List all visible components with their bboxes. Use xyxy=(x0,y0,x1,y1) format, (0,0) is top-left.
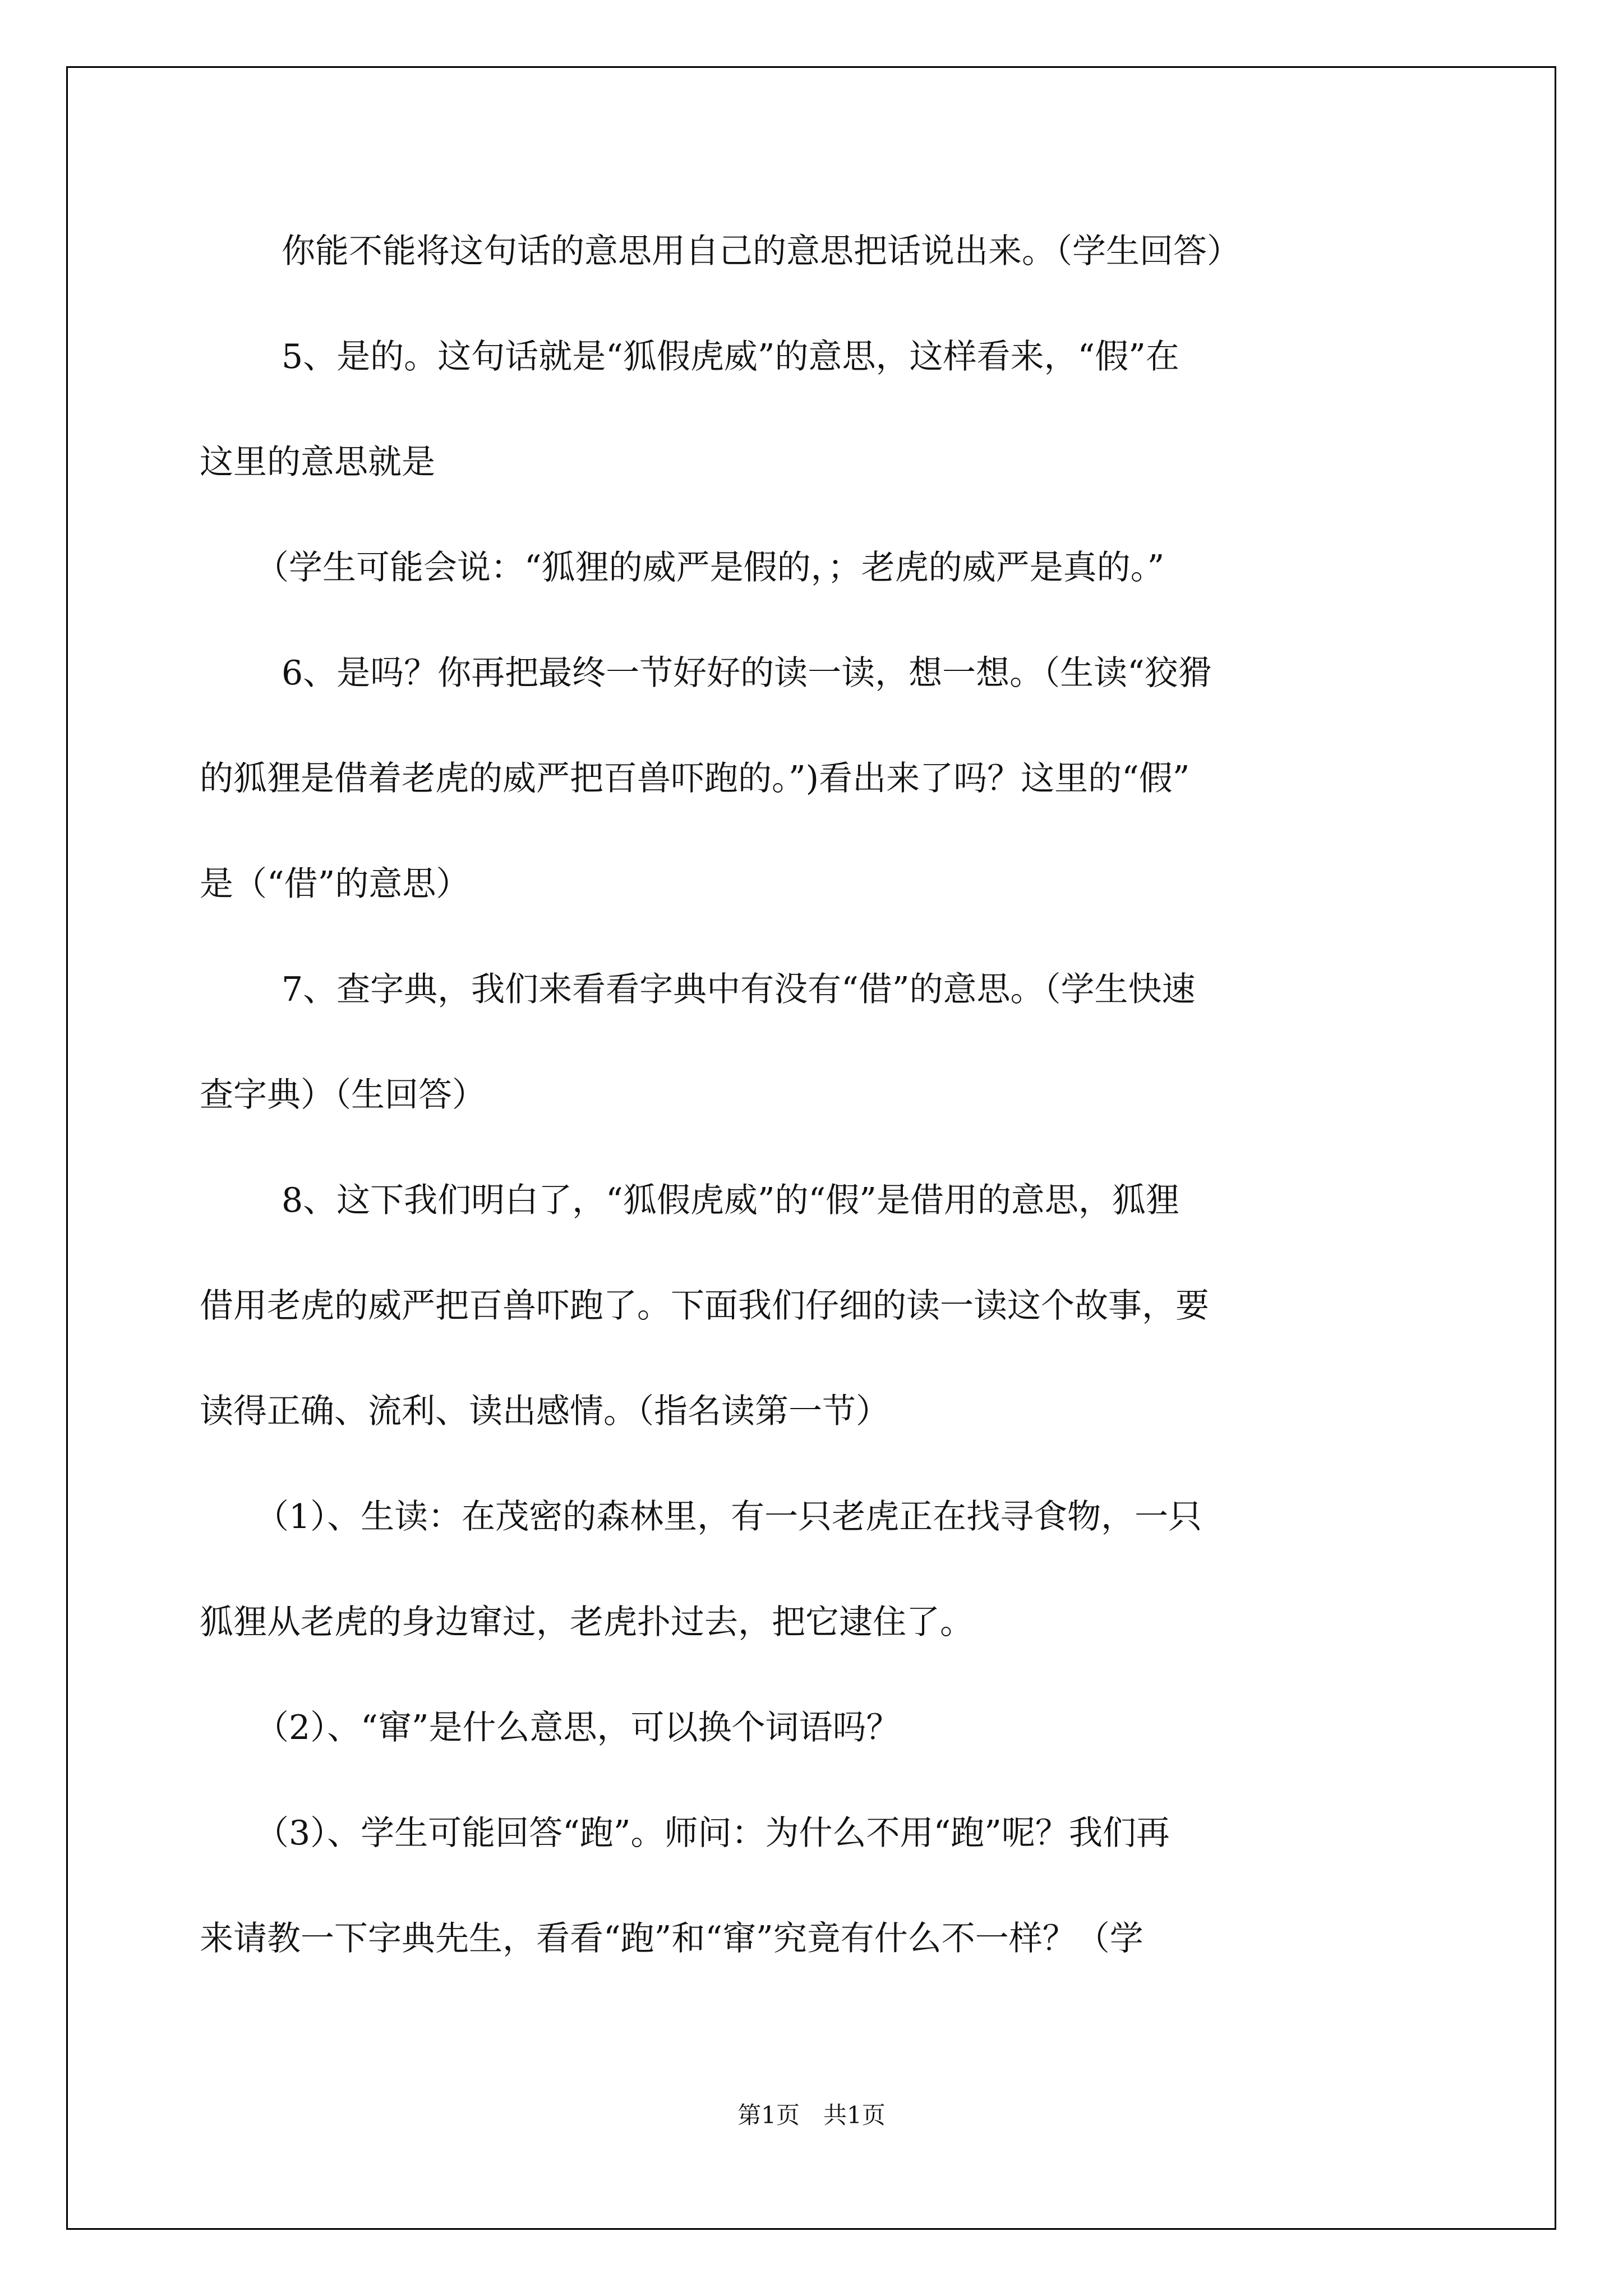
text-line-9: 查字典）（生回答） xyxy=(200,1075,486,1115)
page-frame xyxy=(66,66,1556,2230)
text-line-13: （1）、生读：在茂密的森林里，有一只老虎正在找寻食物，一只 xyxy=(255,1497,1202,1536)
text-line-16: （3）、学生可能回答“跑”。师问：为什么不用“跑”呢？我们再 xyxy=(255,1814,1170,1853)
text-line-12: 读得正确、流利、读出感情。（指名读第一节） xyxy=(200,1392,889,1431)
text-line-3: 这里的意思就是 xyxy=(200,443,435,482)
text-line-15: （2）、“窜”是什么意思，可以换个词语吗？ xyxy=(255,1708,900,1747)
text-line-5: 6、是吗？你再把最终一节好好的读一读，想一想。（生读“狡猾 xyxy=(282,654,1212,693)
text-line-4: （学生可能会说：“狐狸的威严是假的，；老虎的威严是真的。” xyxy=(255,548,1165,587)
text-line-10: 8、这下我们明白了，“狐假虎威”的“假”是借用的意思，狐狸 xyxy=(282,1181,1179,1220)
text-line-17: 来请教一下字典先生，看看“跑”和“窜”究竟有什么不一样？（学 xyxy=(200,1919,1144,1958)
text-line-1: 你能不能将这句话的意思用自己的意思把话说出来。（学生回答） xyxy=(282,232,1241,271)
text-line-11: 借用老虎的威严把百兽吓跑了。下面我们仔细的读一读这个故事，要 xyxy=(200,1286,1209,1326)
text-line-14: 狐狸从老虎的身边窜过，老虎扑过去，把它逮住了。 xyxy=(200,1603,974,1642)
text-line-2: 5、是的。这句话就是“狐假虎威”的意思，这样看来，“假”在 xyxy=(282,337,1179,376)
page-footer: 第1页 共1页 xyxy=(737,2101,886,2129)
text-line-6: 的狐狸是借着老虎的威严把百兽吓跑的。”)看出来了吗？这里的“假” xyxy=(200,759,1190,798)
text-line-7: 是（“借”的意思） xyxy=(200,864,470,904)
text-line-8: 7、查字典，我们来看看字典中有没有“借”的意思。（学生快速 xyxy=(282,970,1196,1009)
